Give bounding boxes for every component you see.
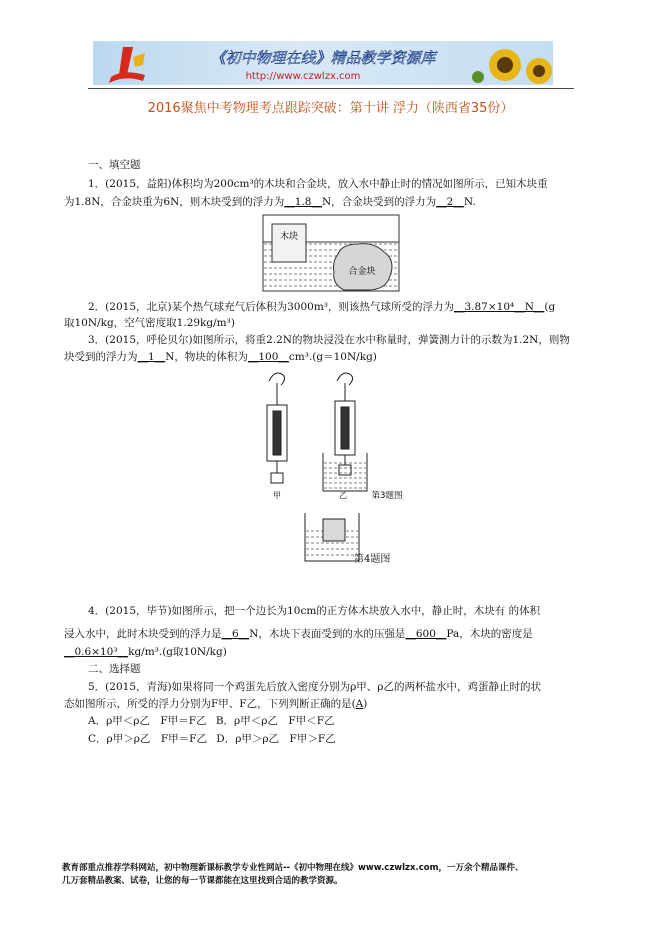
q5-line2: 态如图所示，所受的浮力分别为F甲、F乙，下列判断正确的是(A) bbox=[64, 698, 368, 710]
q3-answer-2: __100__ bbox=[247, 351, 289, 363]
q2-answer-1: __3.87×10⁴__N__ bbox=[453, 301, 545, 313]
page-footer bbox=[62, 862, 523, 888]
spring-scale-yi bbox=[335, 373, 355, 475]
banner-graphic bbox=[93, 41, 553, 85]
q2-line1: 2．(2015，北京)某个热气球充气后体积为3000m³，则该热气球所受的浮力为__3.87×10⁴__N__(g bbox=[88, 301, 556, 313]
q4-answer-3: __0.6×10³__ bbox=[64, 646, 129, 658]
sunflower-icon bbox=[472, 49, 552, 84]
banner-title: 《初中物理在线》精品教学资源库 bbox=[210, 49, 436, 67]
spring-scale-jia bbox=[267, 373, 287, 483]
q5-option-d: D．ρ甲＞ρ乙 F甲＞F乙 bbox=[216, 733, 336, 745]
q5-options-cd bbox=[88, 732, 336, 746]
q1-answer-2: __2__ bbox=[436, 196, 464, 208]
q1-answer-1: __1.8__ bbox=[284, 196, 322, 208]
q4-answer-2: __600__ bbox=[405, 628, 447, 640]
banner-url[interactable]: http://www.czwlzx.com bbox=[245, 71, 361, 82]
q2-line2: 取10N/kg，空气密度取1.29kg/m³) bbox=[64, 317, 235, 329]
q3-line2: 块受到的浮力为__1__N，物块的体积为__100__cm³.(g＝10N/kg) bbox=[64, 351, 377, 363]
section-fill-blank: 一、填空题 bbox=[88, 159, 141, 171]
site-logo-icon bbox=[109, 47, 145, 83]
figure-q3 bbox=[255, 367, 415, 503]
figure-q4-caption: 第4题图 bbox=[354, 554, 391, 565]
q3-answer-1: __1__ bbox=[137, 351, 166, 363]
figure-q3-caption: 第3题图 bbox=[371, 491, 403, 501]
figure-q4 bbox=[303, 511, 361, 563]
header-banner bbox=[93, 41, 553, 85]
q4-answer-1: __6__ bbox=[221, 628, 250, 640]
q5-line1: 5．(2015，青海)如果将同一个鸡蛋先后放入密度分别为ρ甲、ρ乙的两杯盐水中，鸡蛋静止时的状 bbox=[88, 681, 541, 693]
label-yi: 乙 bbox=[339, 491, 347, 500]
footer-line2: 几万套精品教案、试卷，让您的每一节课都能在这里找到合适的教学资源。 bbox=[62, 876, 343, 886]
document-title: 2016聚焦中考物理考点跟踪突破：第十讲 浮力（陕西省35份） bbox=[147, 101, 514, 116]
wood-label: 木块 bbox=[279, 232, 299, 242]
footer-line1: 教育部重点推荐学科网站，初中物理新课标教学专业性网站--《初中物理在线》www.czwlzx.com，一万余个精品课件、 bbox=[62, 863, 524, 873]
section-multiple-choice: 二、选择题 bbox=[88, 663, 141, 675]
q3-line1: 3．(2015，呼伦贝尔)如图所示，将重2.2N的物块浸没在水中称量时，弹簧测力计的示数为1.2N，则物 bbox=[88, 334, 570, 346]
q5-option-a: A．ρ甲＜ρ乙 F甲＝F乙 bbox=[88, 715, 207, 727]
q5-answer: A bbox=[355, 698, 364, 710]
label-jia: 甲 bbox=[273, 491, 281, 500]
q1-line2: 为1.8N，合金块重为6N，则木块受到的浮力为__1.8__N，合金块受到的浮力为__2__N. bbox=[64, 196, 476, 208]
wood-block bbox=[272, 224, 306, 262]
q5-option-c: C．ρ甲＞ρ乙 F甲＝F乙 bbox=[88, 733, 207, 745]
q4-line1: 4．(2015，毕节)如图所示，把一个边长为10cm的正方体木块放入水中，静止时，木块有 的体积 bbox=[88, 605, 541, 617]
cube-block bbox=[323, 519, 345, 541]
q4-line2: 浸入水中，此时木块受到的浮力是__6__N，木块下表面受到的水的压强是__600__Pa，木块的密度是 bbox=[64, 628, 533, 640]
q5-options-ab bbox=[88, 714, 334, 728]
q4-line3: __0.6×10³__kg/m³.(g取10N/kg) bbox=[64, 646, 227, 658]
header-divider bbox=[88, 88, 574, 89]
figure-q1 bbox=[262, 214, 402, 294]
q1-line1: 1．(2015，益阳)体积均为200cm³的木块和合金块，放入水中静止时的情况如图所示，已知木块重 bbox=[88, 178, 548, 190]
q5-option-b: B．ρ甲＜ρ乙 F甲＜F乙 bbox=[215, 715, 335, 727]
alloy-label: 合金块 bbox=[348, 267, 376, 277]
